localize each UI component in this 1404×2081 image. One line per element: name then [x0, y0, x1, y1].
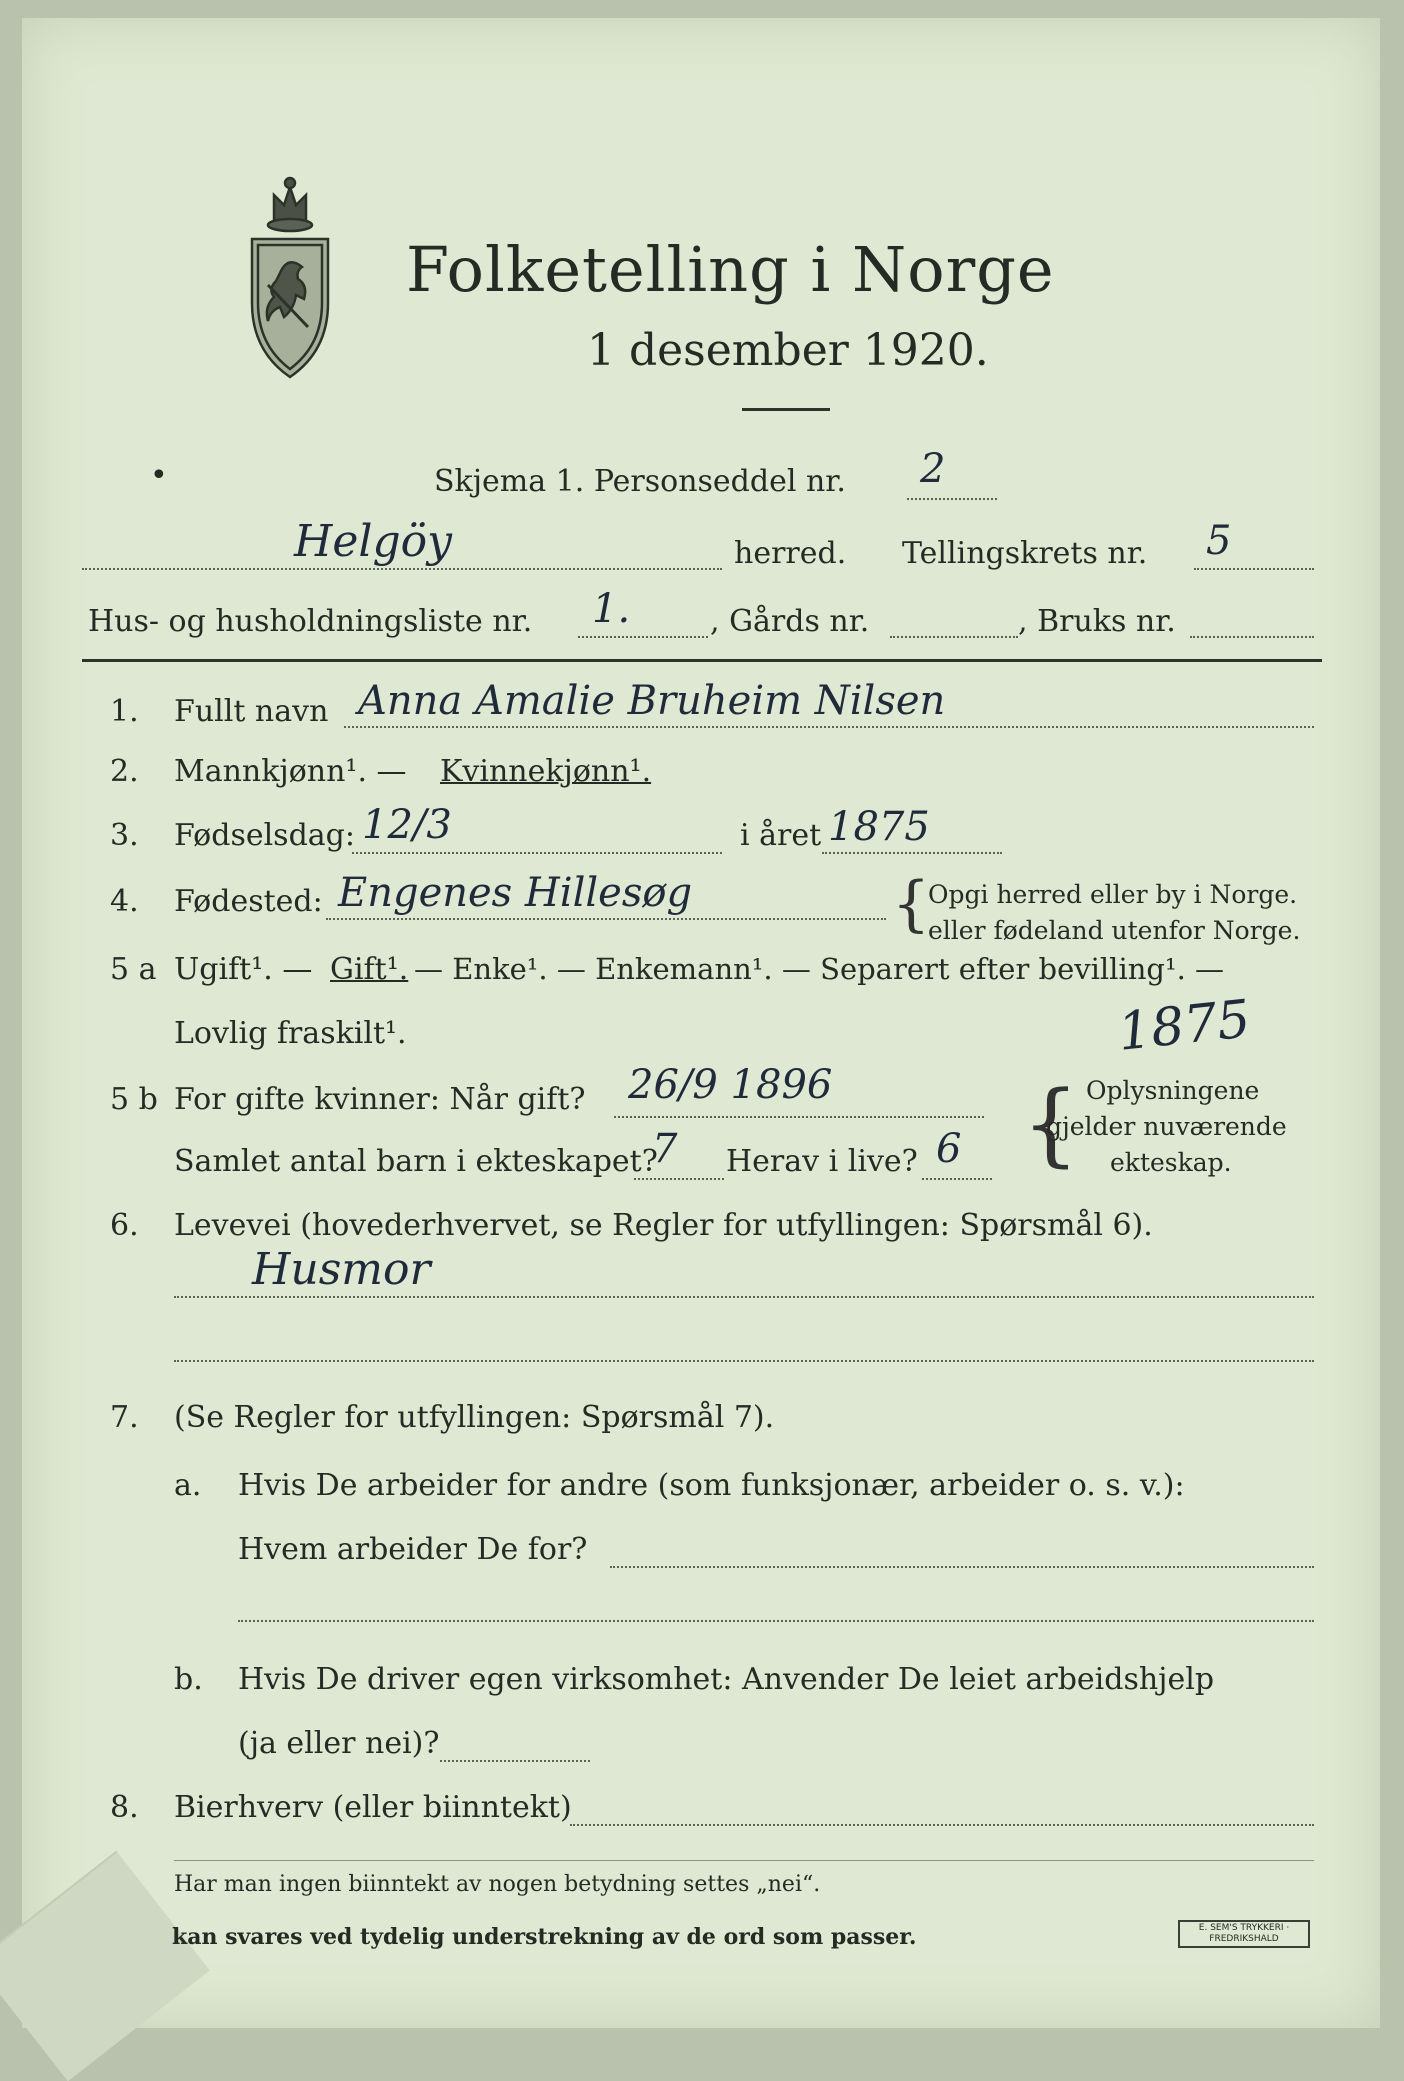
q5b-children-label: Samlet antal barn i ekteskapet?: [174, 1144, 658, 1179]
footer-note-1: Har man ingen biinntekt av nogen betydning settes „nei“.: [174, 1872, 821, 1897]
q7a-label: Hvis De arbeider for andre (som funksjonær, arbeider o. s. v.):: [238, 1468, 1185, 1503]
liste-value[interactable]: 1.: [592, 586, 631, 632]
q5b-alive-line: [922, 1178, 992, 1180]
herred-line: [82, 568, 722, 570]
footer-rule: [174, 1860, 1314, 1861]
q5b-note-1: Oplysningene: [1086, 1076, 1260, 1105]
q6-number: 6.: [110, 1208, 139, 1243]
q6-occupation[interactable]: Husmor: [252, 1244, 431, 1295]
q5b-marriage-date[interactable]: 26/9 1896: [628, 1062, 833, 1108]
bullet-mark: •: [150, 458, 168, 493]
q1-number: 1.: [110, 694, 139, 729]
q5b-children-line: [634, 1178, 724, 1180]
schema-label: Skjema 1. Personseddel nr.: [434, 464, 846, 499]
q7a-line-1: [610, 1566, 1314, 1568]
q1-label: Fullt navn: [174, 694, 329, 729]
q4-label: Fødested:: [174, 884, 323, 919]
census-date: 1 desember 1920.: [587, 325, 989, 376]
q4-number: 4.: [110, 884, 139, 919]
krets-value[interactable]: 5: [1206, 518, 1232, 564]
herred-value[interactable]: Helgöy: [294, 516, 452, 567]
krets-line: [1194, 568, 1314, 570]
q5b-date-line: [614, 1116, 984, 1118]
q7b-letter: b.: [174, 1662, 203, 1697]
q5b-label: For gifte kvinner: Når gift?: [174, 1082, 586, 1117]
q7-number: 7.: [110, 1400, 139, 1435]
q5a-gift-selected[interactable]: Gift¹.: [330, 952, 409, 987]
footer-note-2: kan svares ved tydelig understrekning av de ord som passer.: [172, 1924, 917, 1950]
q8-label: Bierhverv (eller biinntekt): [174, 1790, 572, 1825]
q7-label: (Se Regler for utfyllingen: Spørsmål 7).: [174, 1400, 775, 1435]
q7a-label-2: Hvem arbeider De for?: [238, 1532, 588, 1567]
census-form: [22, 18, 1380, 2028]
q6-label: Levevei (hovederhvervet, se Regler for utfyllingen: Spørsmål 6).: [174, 1208, 1153, 1243]
q5a-options[interactable]: — Enke¹. — Enkemann¹. — Separert efter bevilling¹. —: [414, 952, 1225, 986]
q3-number: 3.: [110, 818, 139, 853]
q7a-letter: a.: [174, 1468, 202, 1503]
schema-number[interactable]: 2: [920, 446, 946, 492]
q3-label: Fødselsdag:: [174, 818, 355, 853]
q3-day-line: [352, 852, 722, 854]
q8-number: 8.: [110, 1790, 139, 1825]
q3-year-label: i året: [740, 818, 822, 853]
q1-line: [344, 726, 1314, 728]
header-rule: [82, 659, 1322, 662]
q1-full-name[interactable]: Anna Amalie Bruheim Nilsen: [358, 678, 946, 724]
q7a-line-2: [238, 1620, 1314, 1622]
title-divider: [742, 408, 830, 411]
q5a-ugift[interactable]: Ugift¹. —: [174, 952, 313, 987]
q3-birth-year[interactable]: 1875: [828, 804, 930, 850]
q4-birthplace[interactable]: Engenes Hillesøg: [338, 870, 693, 916]
q5b-alive-label: Herav i live?: [726, 1144, 918, 1179]
coat-of-arms-icon: [244, 173, 336, 383]
q5b-note-2: gjelder nuværende: [1046, 1112, 1287, 1141]
q5b-brace: {: [1022, 1072, 1080, 1177]
printer-stamp: E. SEM'S TRYKKERI · FREDRIKSHALD: [1178, 1920, 1310, 1948]
bruks-label: , Bruks nr.: [1018, 604, 1176, 639]
q3-year-line: [822, 852, 1002, 854]
q5b-note-3: ekteskap.: [1110, 1148, 1232, 1177]
herred-label: herred.: [734, 536, 847, 571]
q5b-alive[interactable]: 6: [936, 1126, 962, 1172]
q7b-label: Hvis De driver egen virksomhet: Anvender De leiet arbeidshjelp: [238, 1662, 1215, 1697]
q5b-children[interactable]: 7: [652, 1126, 678, 1172]
q3-birthday[interactable]: 12/3: [362, 802, 452, 848]
gards-label: , Gårds nr.: [710, 604, 870, 639]
form-title: Folketelling i Norge: [406, 233, 1055, 306]
q6-line-2: [174, 1360, 1314, 1362]
q4-note-1: Opgi herred eller by i Norge.: [928, 880, 1298, 909]
q2-number: 2.: [110, 754, 139, 789]
q6-line-1: [174, 1296, 1314, 1298]
q4-line: [326, 918, 886, 920]
q7b-label-2: (ja eller nei)?: [238, 1726, 440, 1761]
liste-line: [578, 636, 708, 638]
q4-note-2: eller fødeland utenfor Norge.: [928, 916, 1301, 945]
q5b-number: 5 b: [110, 1082, 158, 1117]
margin-note: 1875: [1115, 989, 1254, 1063]
q7b-line: [440, 1760, 590, 1762]
q5a-fraskilt[interactable]: Lovlig fraskilt¹.: [174, 1016, 407, 1051]
q4-brace: {: [892, 869, 931, 939]
schema-number-line: [907, 498, 997, 500]
gards-line: [890, 636, 1018, 638]
q8-line: [570, 1824, 1314, 1826]
q2-male[interactable]: Mannkjønn¹. —: [174, 754, 407, 789]
liste-label: Hus- og husholdningsliste nr.: [88, 604, 533, 639]
q2-female-selected[interactable]: Kvinnekjønn¹.: [440, 754, 652, 789]
krets-label: Tellingskrets nr.: [902, 536, 1148, 571]
bruks-line: [1190, 636, 1314, 638]
q5a-number: 5 a: [110, 952, 157, 987]
